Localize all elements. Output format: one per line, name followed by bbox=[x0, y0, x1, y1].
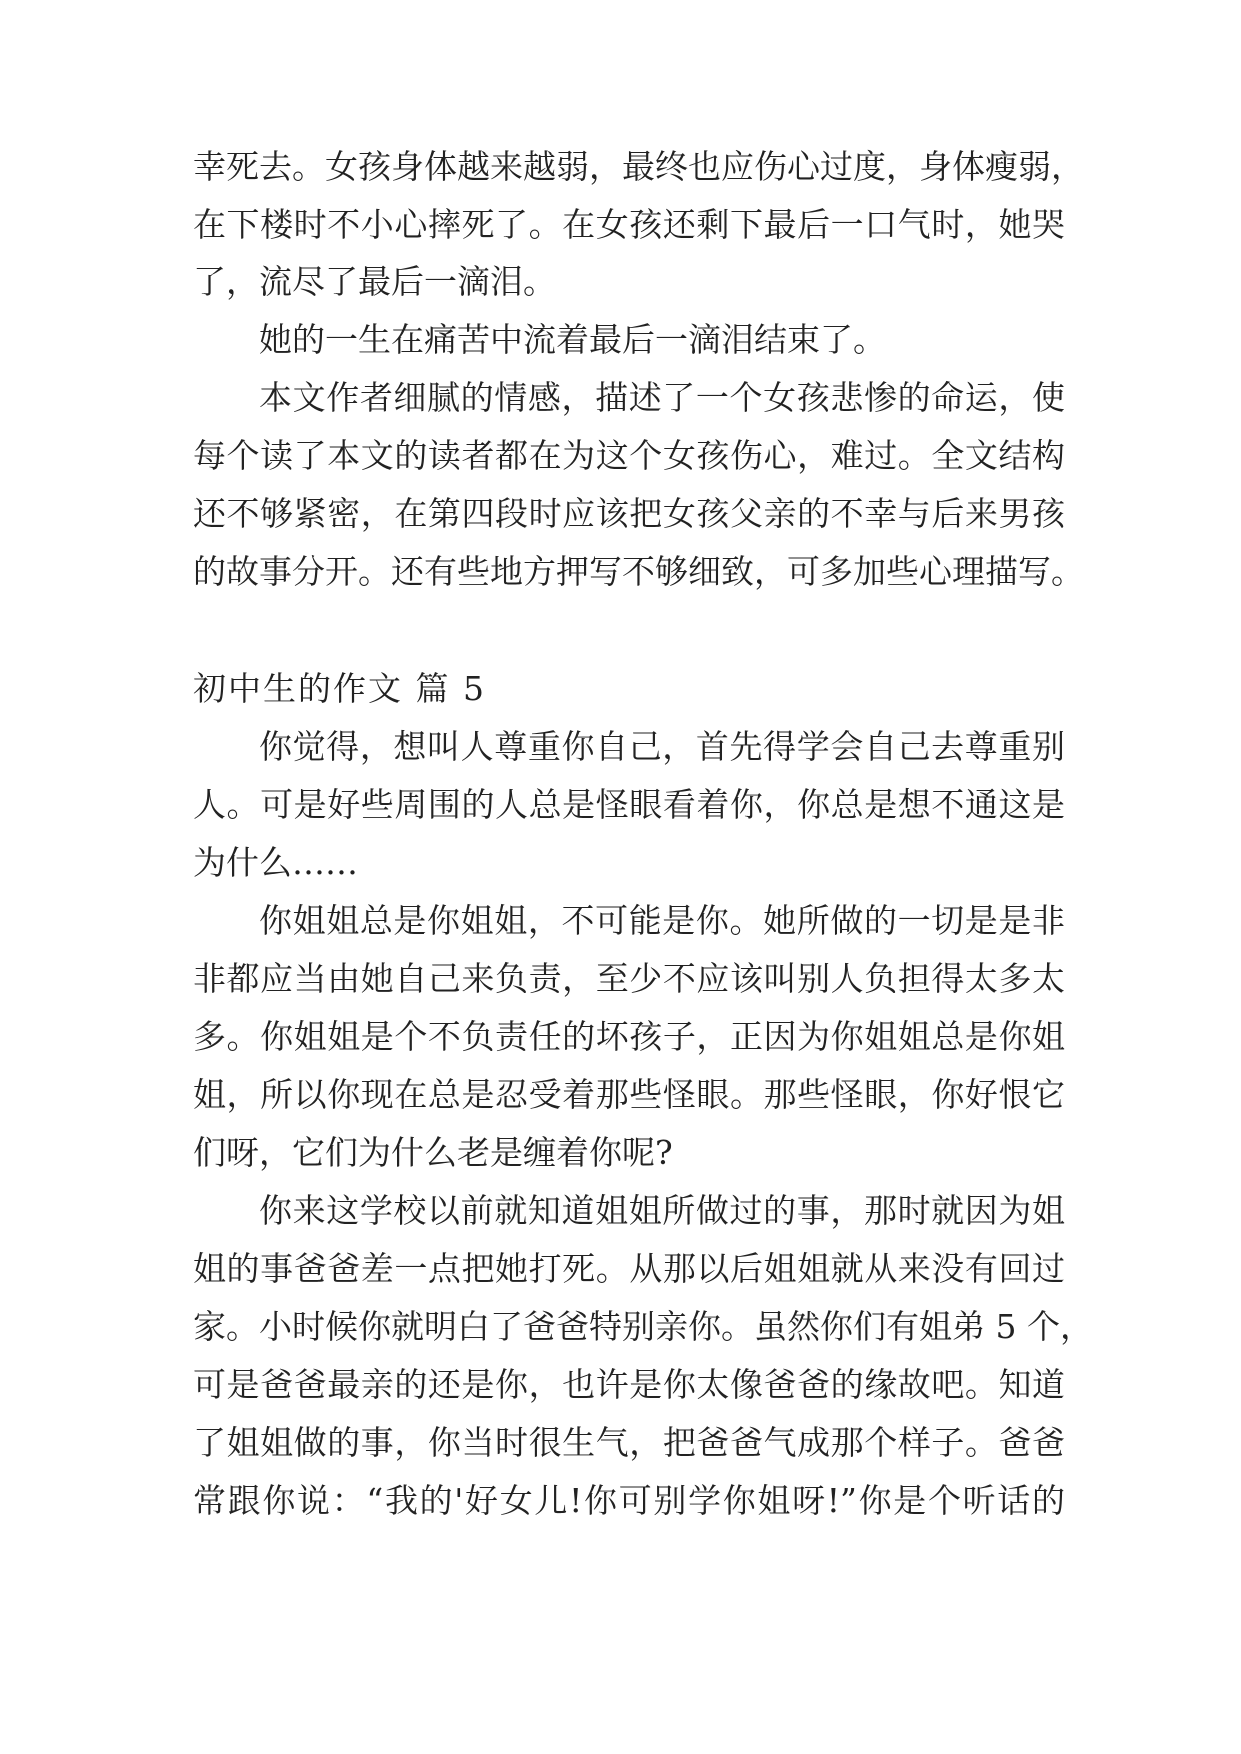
text-line: 你来这学校以前就知道姐姐所做过的事，那时就因为姐 bbox=[259, 1191, 1065, 1230]
text-line: 为什么…… bbox=[193, 843, 358, 882]
text-line: 的故事分开。还有些地方押写不够细致，可多加些心理描写。 bbox=[193, 552, 1084, 591]
text-line: 了姐姐做的事，你当时很生气，把爸爸气成那个样子。爸爸 bbox=[193, 1423, 1065, 1462]
text-line: 姐的事爸爸差一点把她打死。从那以后姐姐就从来没有回过 bbox=[193, 1249, 1065, 1288]
text-line: 你觉得，想叫人尊重你自己，首先得学会自己去尊重别 bbox=[259, 727, 1065, 766]
text-line: 姐，所以你现在总是忍受着那些怪眼。那些怪眼，你好恨它 bbox=[193, 1075, 1065, 1114]
text-line: 人。可是好些周围的人总是怪眼看着你，你总是想不通这是 bbox=[193, 785, 1065, 824]
text-line: 了，流尽了最后一滴泪。 bbox=[193, 262, 556, 301]
text-line: 家。小时候你就明白了爸爸特别亲你。虽然你们有姐弟 5 个， bbox=[193, 1307, 1093, 1346]
text-line: 多。你姐姐是个不负责任的坏孩子，正因为你姐姐总是你姐 bbox=[193, 1017, 1065, 1056]
text-line: 幸死去。女孩身体越来越弱，最终也应伤心过度，身体瘦弱， bbox=[193, 147, 1084, 186]
text-line: 在下楼时不小心摔死了。在女孩还剩下最后一口气时，她哭 bbox=[193, 205, 1065, 244]
text-line: 非都应当由她自己来负责，至少不应该叫别人负担得太多太 bbox=[193, 959, 1065, 998]
section-heading: 初中生的作文 篇 5 bbox=[193, 669, 486, 708]
text-line: 们呀，它们为什么老是缠着你呢? bbox=[193, 1133, 673, 1172]
text-line: 每个读了本文的读者都在为这个女孩伤心，难过。全文结构 bbox=[193, 436, 1065, 475]
text-line: 还不够紧密，在第四段时应该把女孩父亲的不幸与后来男孩 bbox=[193, 494, 1065, 533]
text-line: 本文作者细腻的情感，描述了一个女孩悲惨的命运，使 bbox=[259, 378, 1065, 417]
text-line: 可是爸爸最亲的还是你，也许是你太像爸爸的缘故吧。知道 bbox=[193, 1365, 1065, 1404]
text-line: 你姐姐总是你姐姐，不可能是你。她所做的一切是是非 bbox=[259, 901, 1065, 940]
text-line: 她的一生在痛苦中流着最后一滴泪结束了。 bbox=[259, 320, 886, 359]
text-line: 常跟你说：“我的'好女儿!你可别学你姐呀!”你是个听话的 bbox=[193, 1481, 1065, 1520]
